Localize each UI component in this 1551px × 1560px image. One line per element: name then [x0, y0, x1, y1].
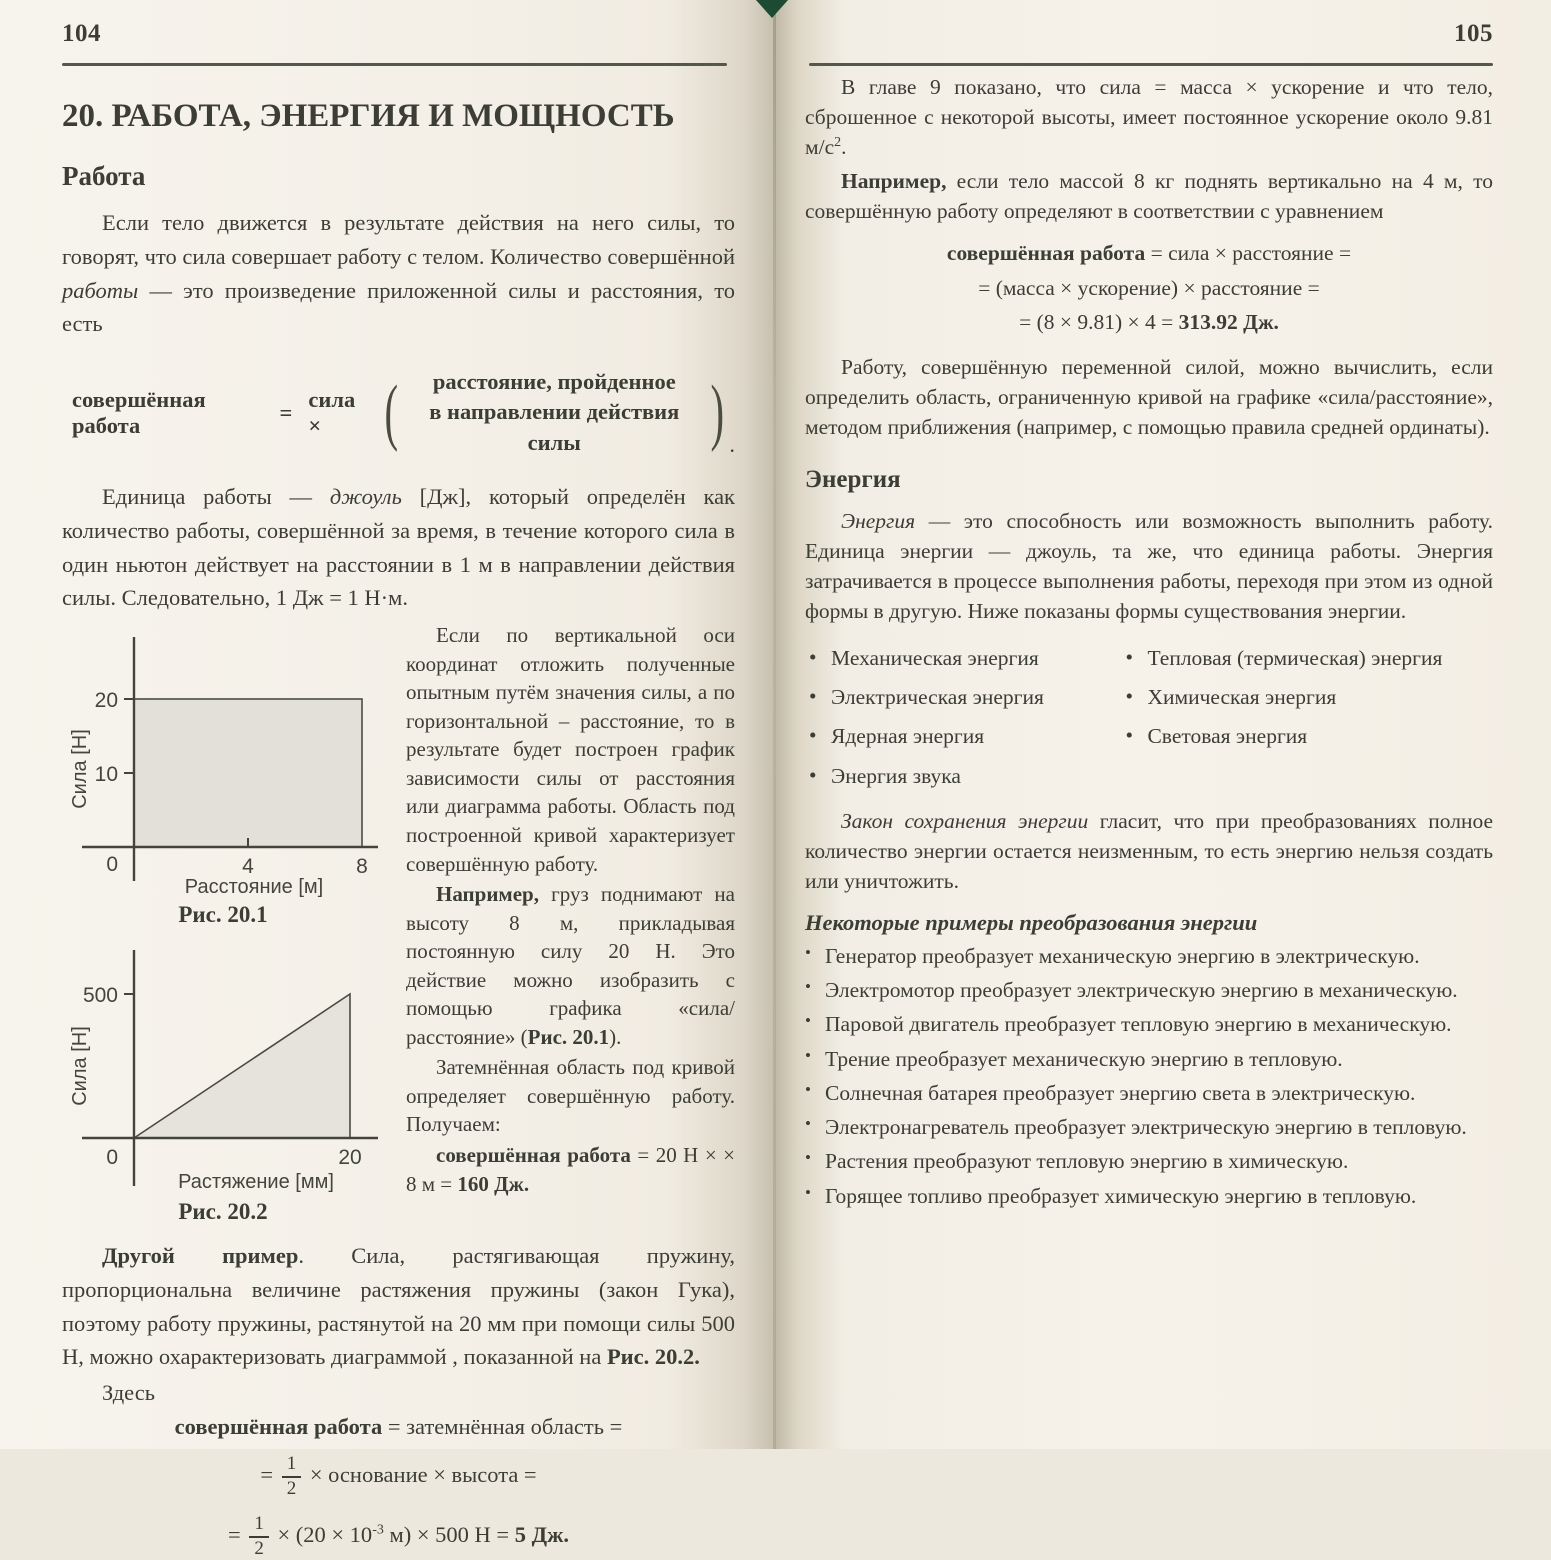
origin-label: 0 — [106, 1146, 118, 1170]
text-run: . — [841, 135, 847, 160]
list-item — [1121, 721, 1493, 751]
list-item — [805, 1113, 1493, 1142]
energy-forms-col2 — [1121, 634, 1493, 799]
example-text: Генератор преобразует механическую энергию в электрическую. — [825, 943, 1420, 968]
fraction-denominator: 2 — [254, 1537, 264, 1559]
text-run: — это способность или возможность выполнить работу. Единица энергии — джоуль, та же, что единица работы. Энергия затрачивается в процессе выполнения работы, переходя при этом из одной формы в другую. Ниже показаны формы существования энергии. — [805, 508, 1493, 624]
text-run: груз поднимают на высоту 8 м, прикладывая постоянную силу 20 Н. Это действие можно изобразить с помощью графика «сила/расстояние» ( — [406, 882, 735, 1049]
bullet-icon: • — [809, 684, 817, 709]
text-run: Единица работы — — [102, 484, 330, 510]
x-tick-label-8: 8 — [356, 855, 368, 879]
figure-column — [62, 629, 384, 1239]
x-tick-label-4: 4 — [242, 855, 254, 879]
shaded-work-area-rect — [134, 699, 362, 847]
text-run-bold: Другой пример — [102, 1243, 299, 1269]
text-run: = 20 Н × × 8 м = — [406, 1142, 735, 1196]
figure-20-2-caption: Рис. 20.2 — [178, 1199, 268, 1225]
list-item — [805, 1147, 1493, 1176]
text-run-italic: Энергия — [841, 508, 916, 533]
text-run-bold: Например, — [841, 169, 947, 194]
paren-line2: в направлении действия силы — [429, 399, 680, 455]
x-tick-label-20: 20 — [338, 1146, 362, 1170]
equation-shaded-area — [62, 1414, 735, 1440]
fraction-numerator: 1 — [249, 1514, 269, 1538]
example-text: Электронагреватель преобразует электрическую энергию в тепловую. — [825, 1115, 1467, 1140]
text-run: . Сила, растягивающая пружину, пропорциональна величине растяжения пружины (закон Гука), поэтому работу пружины, растянутой на 20 мм при помощи силы 500 Н, можно охарактеризовать диаграммой , показанной на — [62, 1243, 735, 1370]
bullet-icon: • — [805, 1182, 811, 1202]
paren-content — [404, 367, 705, 458]
open-paren: ( — [384, 371, 399, 454]
text-run: — это произведение приложенной силы и расстояния, то есть — [62, 277, 735, 337]
text-run: [Дж], который определён как количество работы, совершённой за время, в течение которого сила в один ньютон действует на расстоянии в 1 м в направлении действия силы. Следовательно, 1 Дж = 1 Н·м. — [62, 484, 735, 611]
bullet-icon: • — [1125, 723, 1133, 748]
y-tick-label-20: 20 — [94, 689, 118, 713]
result-value: 5 Дж. — [514, 1521, 570, 1547]
fraction-one-half — [249, 1514, 269, 1560]
list-item — [805, 1045, 1493, 1074]
energy-form: Электрическая энергия — [831, 685, 1044, 710]
list-item — [1121, 643, 1493, 673]
result-value: 313.92 Дж. — [1178, 310, 1279, 335]
page-gutter — [773, 0, 776, 1449]
examples-heading: Некоторые примеры преобразования энергии — [805, 909, 1258, 935]
equation-block-work — [805, 236, 1493, 339]
example-text: Солнечная батарея преобразует энергию света в электрическую. — [825, 1080, 1416, 1105]
example-text: Горящее топливо преобразует химическую энергию в тепловую. — [825, 1183, 1417, 1208]
equation-5-joule — [62, 1514, 735, 1560]
example-text: Трение преобразует механическую энергию в тепловую. — [825, 1046, 1343, 1071]
left-page — [0, 0, 775, 1559]
paragraph-joule-definition — [62, 480, 735, 615]
text-run-bold: совершённая работа — [436, 1142, 631, 1167]
left-page-number: 104 — [62, 20, 101, 47]
formula-work-definition — [62, 367, 735, 458]
list-item — [805, 1182, 1493, 1211]
text-run: × основание × высота = — [304, 1462, 537, 1488]
example-text: Электромотор преобразует электрическую энергию в механическую. — [825, 978, 1458, 1003]
equation-line-3 — [805, 305, 1493, 339]
text-run-bold: совершённая работа — [174, 1414, 383, 1440]
x-axis-label: Расстояние [м] — [184, 876, 324, 898]
figure-20-1 — [62, 629, 384, 928]
result-value: 160 Дж. — [457, 1171, 530, 1196]
list-item — [805, 721, 1121, 751]
energy-form: Ядерная энергия — [831, 724, 985, 749]
formula-lhs: совершённая работа — [72, 386, 206, 438]
close-paren: ) — [710, 371, 724, 454]
list-item — [805, 682, 1121, 712]
book-cover-edge — [756, 0, 788, 18]
right-page — [775, 0, 1551, 1449]
bullet-icon: • — [1125, 645, 1133, 670]
formula-mid: сила × — [308, 386, 356, 438]
figure-reference: Рис. 20.1 — [527, 1024, 610, 1049]
left-header-rule — [62, 63, 727, 66]
exponent: -3 — [372, 1522, 384, 1538]
energy-form: Механическая энергия — [831, 646, 1039, 671]
here-line: Здесь — [102, 1380, 155, 1406]
text-run: В главе 9 показано, что сила = масса × ускорение и что тело, сброшенное с некоторой высоты, имеет постоянное ускорение около 9.81 м/с — [805, 75, 1493, 160]
energy-form: Энергия звука — [831, 763, 961, 788]
text-run: если тело массой 8 кг поднять вертикально на 4 м, то совершённую работу определяют в соответствии с уравнением — [805, 169, 1493, 224]
text-run: = сила × расстояние = — [1145, 241, 1352, 266]
chapter-title: 20. РАБОТА, ЭНЕРГИЯ И МОЩНОСТЬ — [62, 98, 675, 134]
energy-forms-columns — [805, 634, 1493, 799]
bullet-icon: • — [805, 1148, 811, 1168]
text-run-bold: совершённая работа — [946, 241, 1146, 266]
list-item — [805, 942, 1493, 971]
bullet-icon: • — [1125, 684, 1133, 709]
energy-form: Световая энергия — [1147, 724, 1308, 749]
list-item — [805, 1079, 1493, 1108]
bullet-icon: • — [805, 942, 811, 962]
fraction-one-half — [282, 1454, 302, 1500]
bullet-icon: • — [805, 1079, 811, 1099]
paren-line1: расстояние, пройденное — [432, 369, 676, 394]
right-page-header — [805, 20, 1493, 72]
example-text: Паровой двигатель преобразует тепловую энергию в механическую. — [825, 1012, 1452, 1037]
equation-line-1 — [805, 236, 1493, 270]
bullet-icon: • — [809, 723, 817, 748]
left-page-header — [62, 20, 735, 72]
bullet-icon: • — [805, 1011, 811, 1031]
energy-forms-col1 — [805, 634, 1121, 799]
text-run: = затемнённая область = — [382, 1414, 623, 1440]
y-axis-label: Сила [Н] — [69, 729, 91, 809]
list-item — [805, 1010, 1493, 1039]
shaded-work-area-triangle — [134, 994, 350, 1138]
fraction-denominator: 2 — [286, 1478, 297, 1500]
bullet-icon: • — [809, 762, 817, 787]
formula-period: . — [729, 432, 735, 458]
bullet-icon: • — [805, 977, 811, 997]
paragraph-variable-force: Работу, совершённую переменной силой, можно вычислить, если определить область, ограниченную кривой на графике «сила/расстояние», методом приближения (например, с помощью правила средней ординаты). — [805, 354, 1493, 439]
y-tick-label-500: 500 — [82, 984, 118, 1008]
force-extension-chart — [62, 942, 384, 1194]
text-run: = — [260, 1462, 279, 1488]
list-item — [805, 643, 1121, 673]
figure-reference: Рис. 20.2. — [606, 1344, 700, 1370]
y-axis-label: Сила [Н] — [69, 1026, 91, 1106]
text-run: = — [227, 1521, 247, 1547]
list-item — [1121, 682, 1493, 712]
fraction-numerator: 1 — [282, 1454, 302, 1478]
force-distance-chart — [62, 629, 384, 897]
text-run-bold: Например, — [436, 882, 539, 907]
text-run: × (20 × 10 — [271, 1521, 373, 1547]
right-page-number: 105 — [1454, 20, 1493, 47]
text-run: Если тело движется в результате действия на него силы, то говорят, что сила совершает работу с телом. Количество совершённой — [62, 210, 735, 269]
paragraph-energy-definition — [805, 506, 1493, 626]
text-run-italic: Закон сохранения энергии — [841, 808, 1089, 833]
figure-20-2 — [62, 942, 384, 1225]
paragraph-work-intro — [62, 206, 735, 341]
paragraph-spring-example — [62, 1239, 735, 1374]
equals-sign: = — [279, 399, 293, 425]
paragraph-example-8kg — [805, 166, 1493, 226]
x-axis-label: Растяжение [мм] — [178, 1171, 334, 1194]
equation-line-2: = (масса × ускорение) × расстояние = — [978, 275, 1320, 300]
list-item — [805, 976, 1493, 1005]
paragraph-shaded-area: Затемнённая область под кривой определяет совершённую работу. Получаем: — [406, 1055, 735, 1137]
paragraph-graph-explanation: Если по вертикальной оси координат отложить полученные опытным путём значения силы, а по горизонтальной – расстояние, то в результате будет построен график зависимости силы от расстояния или диаграмма работы. Область под построенной кривой характеризует совершённую работу. — [406, 623, 735, 876]
paragraph-chapter9 — [805, 72, 1493, 162]
section-heading-energy: Энергия — [805, 465, 901, 493]
text-run: ). — [609, 1024, 622, 1049]
example-text: Растения преобразуют тепловую энергию в химическую. — [825, 1149, 1349, 1174]
text-run: = (8 × 9.81) × 4 = — [1019, 310, 1179, 335]
right-header-rule — [809, 63, 1493, 66]
origin-label: 0 — [106, 853, 118, 877]
energy-form: Тепловая (термическая) энергия — [1147, 646, 1443, 671]
text-run: м) × 500 Н = — [383, 1521, 515, 1547]
figure-20-1-caption: Рис. 20.1 — [178, 902, 268, 928]
text-run-italic: работы — [62, 277, 139, 303]
bullet-icon: • — [809, 645, 817, 670]
text-run: гласит, что при преобразованиях полное количество энергии остается неизменным, то есть энергию нельзя создать или уничтожить. — [805, 808, 1494, 893]
list-item — [805, 761, 1121, 791]
energy-form: Химическая энергия — [1147, 685, 1337, 710]
paragraph-conservation-law — [805, 806, 1493, 896]
y-tick-label-10: 10 — [94, 763, 118, 787]
section-heading-work: Работа — [62, 161, 146, 191]
energy-conversion-examples — [805, 942, 1493, 1211]
exponent: 2 — [834, 135, 842, 151]
bullet-icon: • — [805, 1045, 811, 1065]
equation-half-base-height — [62, 1454, 735, 1500]
text-run-italic: джоуль — [329, 484, 402, 510]
bullet-icon: • — [805, 1114, 811, 1134]
